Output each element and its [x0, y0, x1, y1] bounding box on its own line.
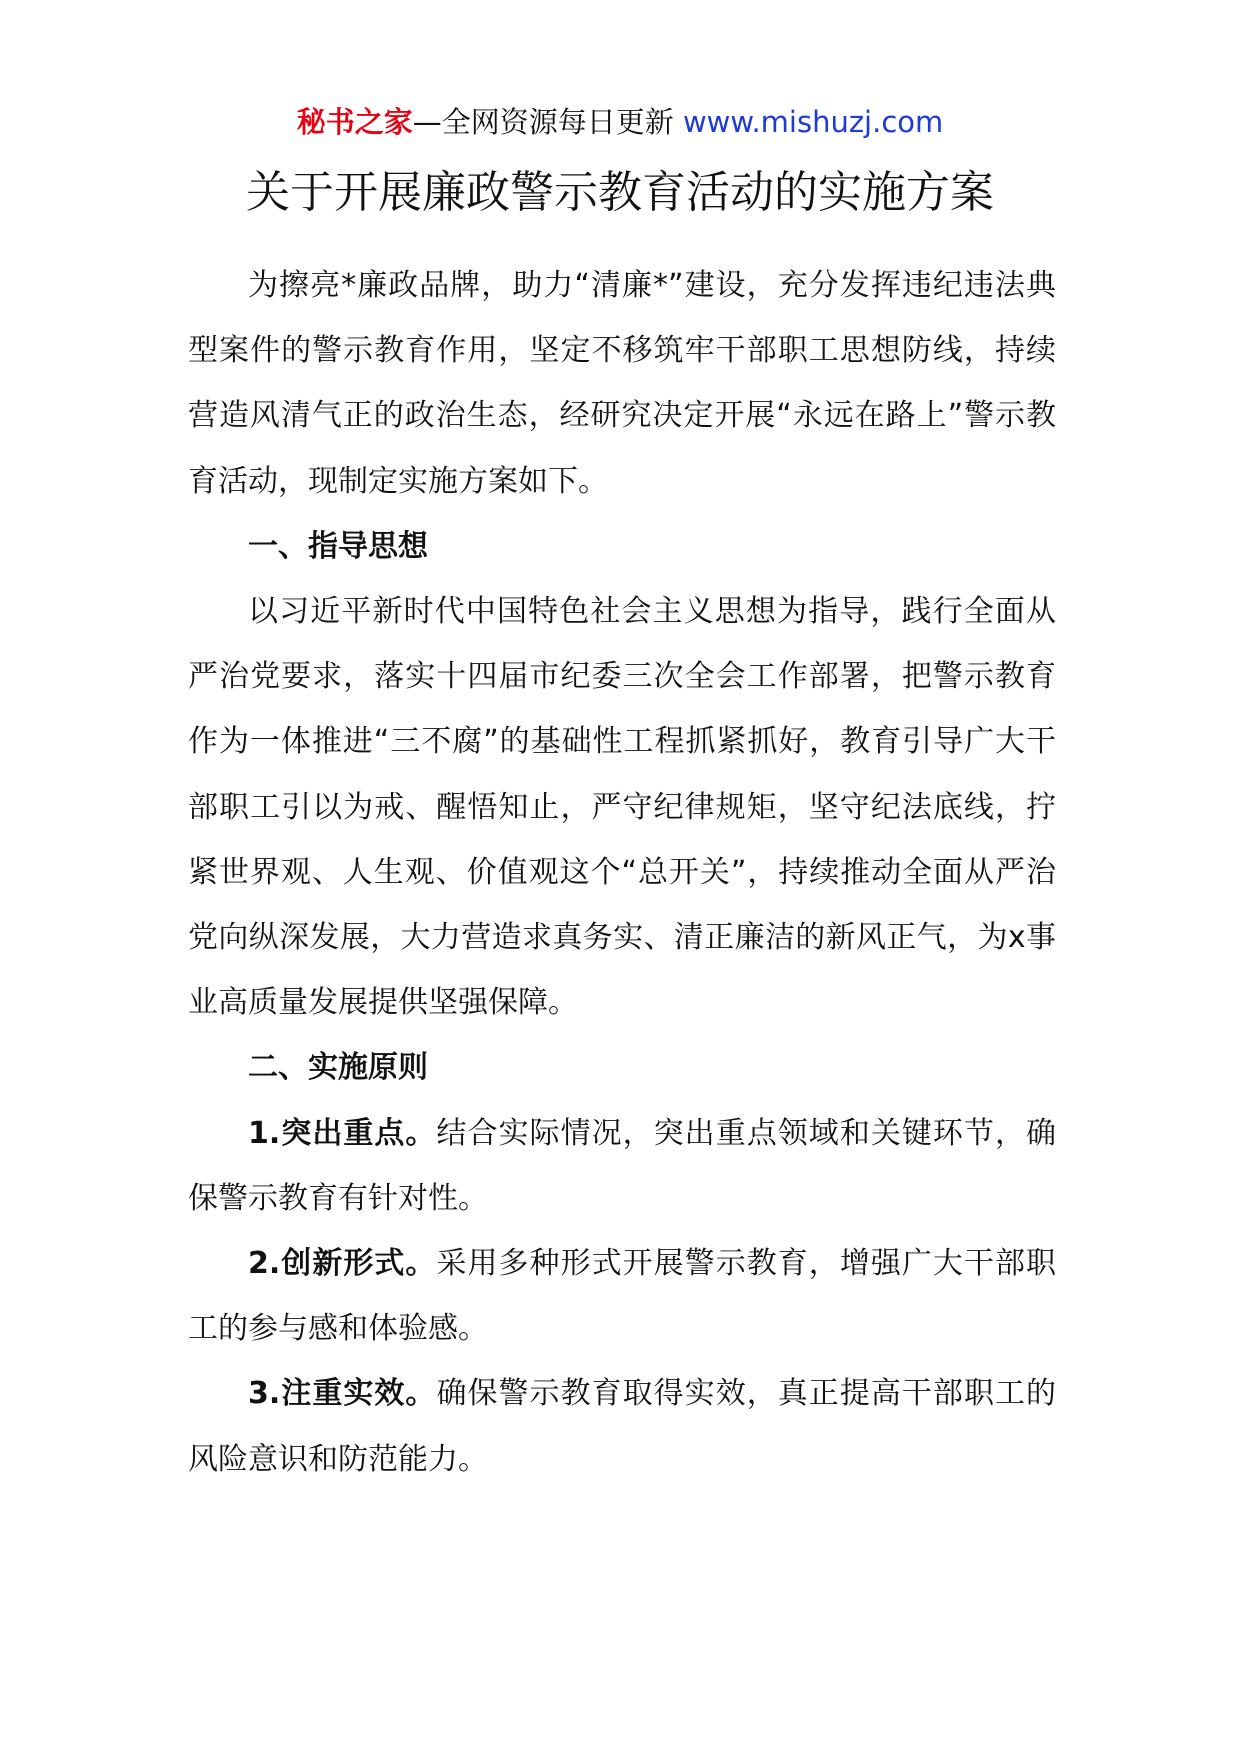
intro-paragraph: 为擦亮*廉政品牌，助力“清廉*”建设，充分发挥违纪违法典型案件的警示教育作用，坚定不移筑牢干部职工思想防线，持续营造风清气正的政治生态，经研究决定开展“永远在路上”警示教育活动，现制定实施方案如下。	[188, 268, 1056, 499]
principle-item	[188, 1101, 1056, 1231]
section-heading-guiding-ideology: 一、指导思想	[248, 528, 428, 564]
section-heading-principles: 二、实施原则	[248, 1050, 428, 1086]
header-tagline: —全网资源每日更新	[412, 105, 683, 139]
principle-lead: 1.突出重点。	[248, 1115, 437, 1151]
guiding-ideology-paragraph: 以习近平新时代中国特色社会主义思想为指导，践行全面从严治党要求，落实十四届市纪委三次全会工作部署，把警示教育作为一体推进“三不腐”的基础性工程抓紧抓好，教育引导广大干部职工引以为戒、醒悟知止，严守纪律规矩，坚守纪法底线，拧紧世界观、人生观、价值观这个“总开关”，持续推动全面从严治党向纵深发展，大力营造求真务实、清正廉洁的新风正气，为x事业高质量发展提供坚强保障。	[188, 594, 1056, 1021]
principle-text: 确保警示教育取得实效，真正提高干部职工的风险意识和防范能力。	[188, 1376, 1056, 1477]
document-body	[188, 253, 1056, 1492]
principle-text: 结合实际情况，突出重点领域和关键环节，确保警示教育有针对性。	[188, 1115, 1056, 1216]
site-url: www.mishuzj.com	[682, 105, 944, 139]
principle-item	[188, 1231, 1056, 1361]
principle-item	[188, 1361, 1056, 1491]
principle-lead: 3.注重实效。	[248, 1376, 437, 1412]
brand-name: 秘书之家	[296, 105, 413, 139]
principle-text: 采用多种形式开展警示教育，增强广大干部职工的参与感和体验感。	[188, 1246, 1056, 1347]
site-header	[0, 100, 1240, 144]
principle-lead: 2.创新形式。	[248, 1246, 437, 1282]
document-title: 关于开展廉政警示教育活动的实施方案	[246, 167, 994, 218]
